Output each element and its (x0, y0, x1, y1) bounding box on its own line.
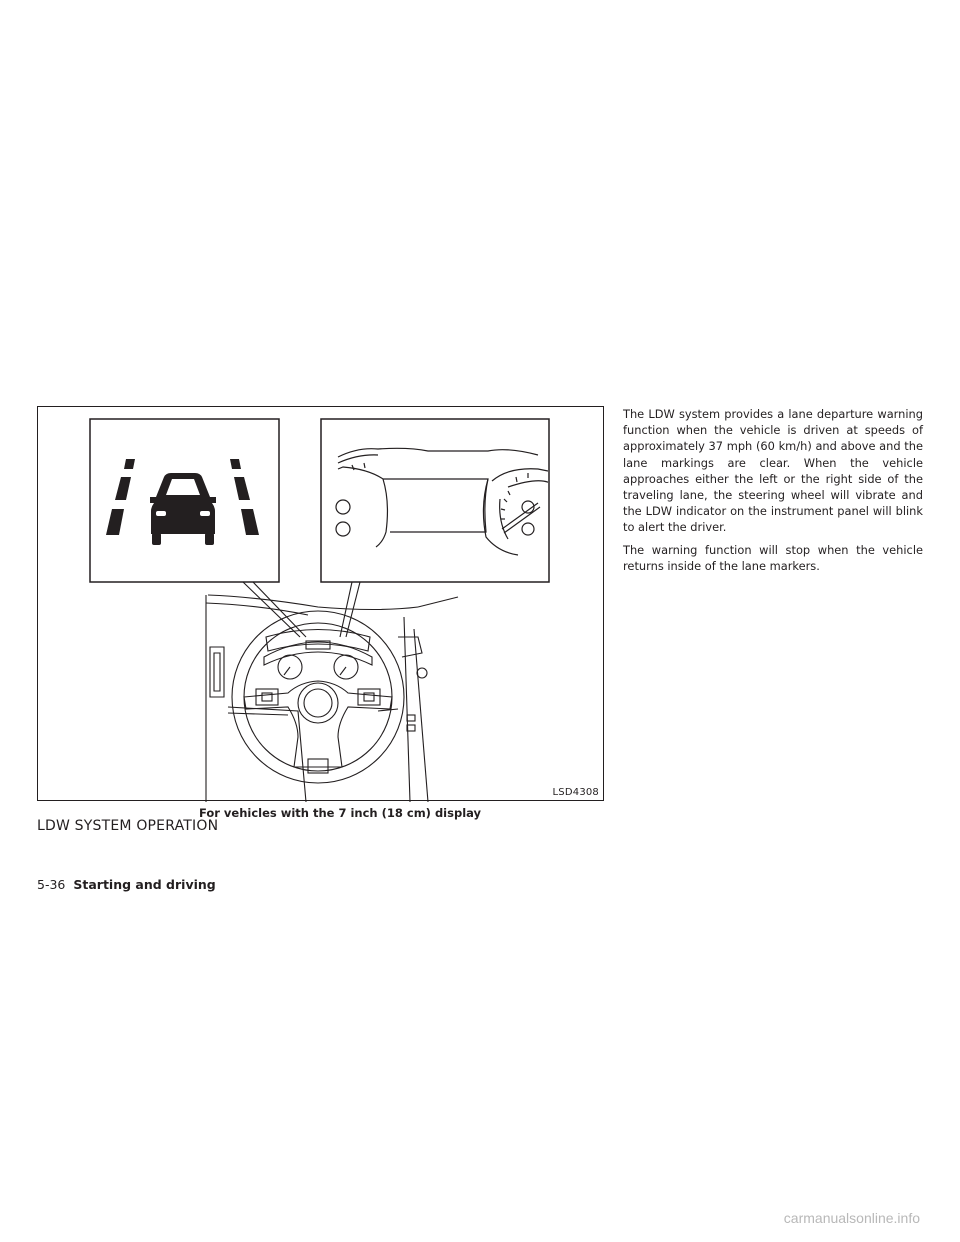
instrument-cluster-illustration (321, 419, 550, 582)
page-number: 5-36 (37, 877, 66, 892)
ldw-indicator-icon (90, 419, 279, 582)
section-title: LDW SYSTEM OPERATION (37, 818, 219, 834)
chapter-title: Starting and driving (73, 877, 216, 892)
page-footer (37, 877, 216, 892)
dashboard-illustration (38, 407, 605, 802)
steering-wheel-illustration (206, 595, 458, 802)
ldw-figure (37, 406, 604, 801)
paragraph: The LDW system provides a lane departure warning function when the vehicle is driven at speeds of approximately 37 mph (60 km/h) and above and the lane markings are clear. When the vehicle approaches either the left or the right side of the traveling lane, the steering wheel will vibrate and the LDW indicator on the instrument panel will blink to alert the driver. (623, 407, 923, 535)
body-text (623, 406, 923, 580)
paragraph: The warning function will stop when the vehicle returns inside of the lane markers. (623, 542, 923, 573)
watermark: carmanualsonline.info (783, 1210, 920, 1226)
figure-caption: For vehicles with the 7 inch (18 cm) display (198, 806, 482, 820)
callout-lines (243, 582, 360, 637)
figure-code: LSD4308 (552, 787, 599, 798)
